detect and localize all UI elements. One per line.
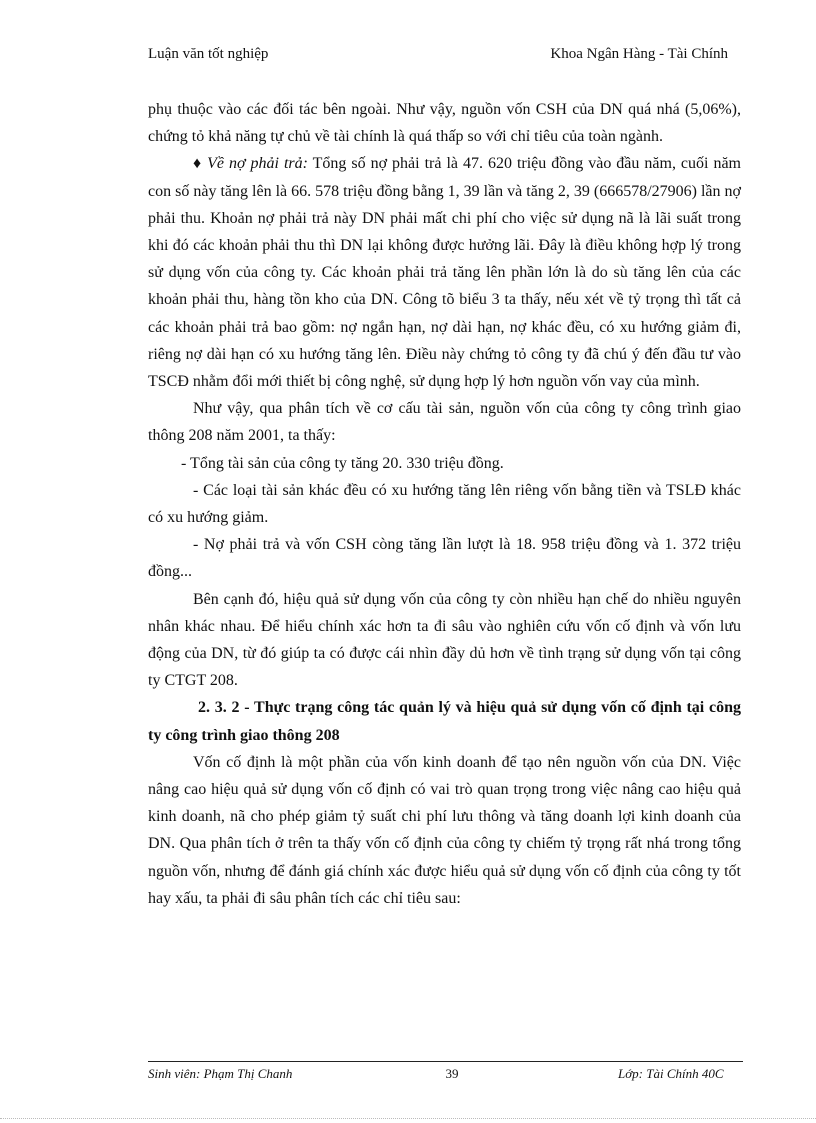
page-body bbox=[148, 96, 741, 912]
page-edge bbox=[0, 1118, 816, 1119]
header-right: Khoa Ngân Hàng - Tài Chính bbox=[550, 46, 728, 62]
list-item-3: - Nợ phải trả và vốn CSH còng tăng lần lượt là 18. 958 triệu đồng và 1. 372 triệu đồng... bbox=[148, 536, 741, 581]
paragraph-3: Như vậy, qua phân tích về cơ cấu tài sản, nguồn vốn của công ty công trình giao thông 208 năm 2001, ta thấy: bbox=[148, 400, 741, 445]
footer-class: Lớp: Tài Chính 40C bbox=[618, 1066, 724, 1081]
paragraph-1: phụ thuộc vào các đối tác bên ngoài. Như vậy, nguồn vốn CSH của DN quá nhá (5,06%), chứng tỏ khả năng tự chủ về tài chính là quá thấp so với chỉ tiêu của toàn ngành. bbox=[148, 101, 741, 146]
list-item-2: - Các loại tài sản khác đều có xu hướng tăng lên riêng vốn bằng tiền và TSLĐ khác có xu hướng giảm. bbox=[148, 481, 741, 527]
section-heading: 2. 3. 2 - Thực trạng công tác quản lý và hiệu quả sử dụng vốn cố định tại công ty công trình giao thông 208 bbox=[148, 699, 741, 744]
footer-divider bbox=[148, 1061, 743, 1062]
paragraph-debt bbox=[148, 150, 741, 395]
footer-student: Sinh viên: Phạm Thị Chanh bbox=[148, 1066, 293, 1081]
debt-text: Tổng số nợ phải trả là 47. 620 triệu đồng vào đầu năm, cuối năm con số này tăng lên là 66. 578 triệu đồng bằng 1, 39 lần và tăng 2, 39 (666578/27906) lần nợ phải thu. Khoản nợ phải trả này DN phải mất chi phí cho việc sử dụng nã là lãi suất trong khi đó các khoản phải thu thì DN lại không được hưởng lãi. Đây là điều không hợp lý trong sử dụng vốn của công ty. Các khoản phải trả tăng lên phần lớn là do sù tăng lên của các khoản phải thu, hàng tồn kho của DN. Công tõ biểu 3 ta thấy, nếu xét về tỷ trọng thì tất cả các khoản phải trả bao gồm: nợ ngắn hạn, nợ dài hạn, nợ khác đều, có xu hướng giảm đi, riêng nợ dài hạn có xu hướng tăng lên. Điều này chứng tỏ công ty đã chú ý đến đầu tư vào TSCĐ nhằm đổi mới thiết bị công nghệ, sử dụng hợp lý hơn nguồn vốn vay của mình. bbox=[148, 155, 742, 391]
header-left: Luận văn tốt nghiệp bbox=[148, 46, 269, 62]
debt-lead: Về nợ phải trả: bbox=[207, 155, 308, 173]
paragraph-8: Vốn cố định là một phần của vốn kinh doanh để tạo nên nguồn vốn của DN. Việc nâng cao hiệu quả sử dụng vốn cố định có vai trò quan trọng trong việc nâng cao hiệu quả kinh doanh, nã cho phép giảm tỷ suất chi phí lưu thông và tăng doanh lợi kinh doanh của DN. Qua phân tích ở trên ta thấy vốn cố định của công ty chiếm tỷ trọng rất nhá trong tổng nguồn vốn, nhưng để đánh giá chính xác được hiểu quả sử dụng vốn cố định của công ty tốt hay xấu, ta phải đi sâu phân tích các chỉ tiêu sau: bbox=[148, 753, 741, 907]
paragraph-7: Bên cạnh đó, hiệu quả sử dụng vốn của công ty còn nhiều hạn chế do nhiều nguyên nhân khác nhau. Để hiểu chính xác hơn ta đi sâu vào nghiên cứu vốn cố định và vốn lưu động của DN, từ đó giúp ta có được cái nhìn đầy dủ hơn về tình trạng sử dụng vốn tại công ty CTGT 208. bbox=[148, 590, 741, 690]
page-number: 39 bbox=[445, 1066, 459, 1081]
diamond-bullet-icon: ♦ bbox=[193, 155, 208, 173]
list-item-1: - Tổng tài sản của công ty tăng 20. 330 triệu đồng. bbox=[181, 454, 504, 472]
